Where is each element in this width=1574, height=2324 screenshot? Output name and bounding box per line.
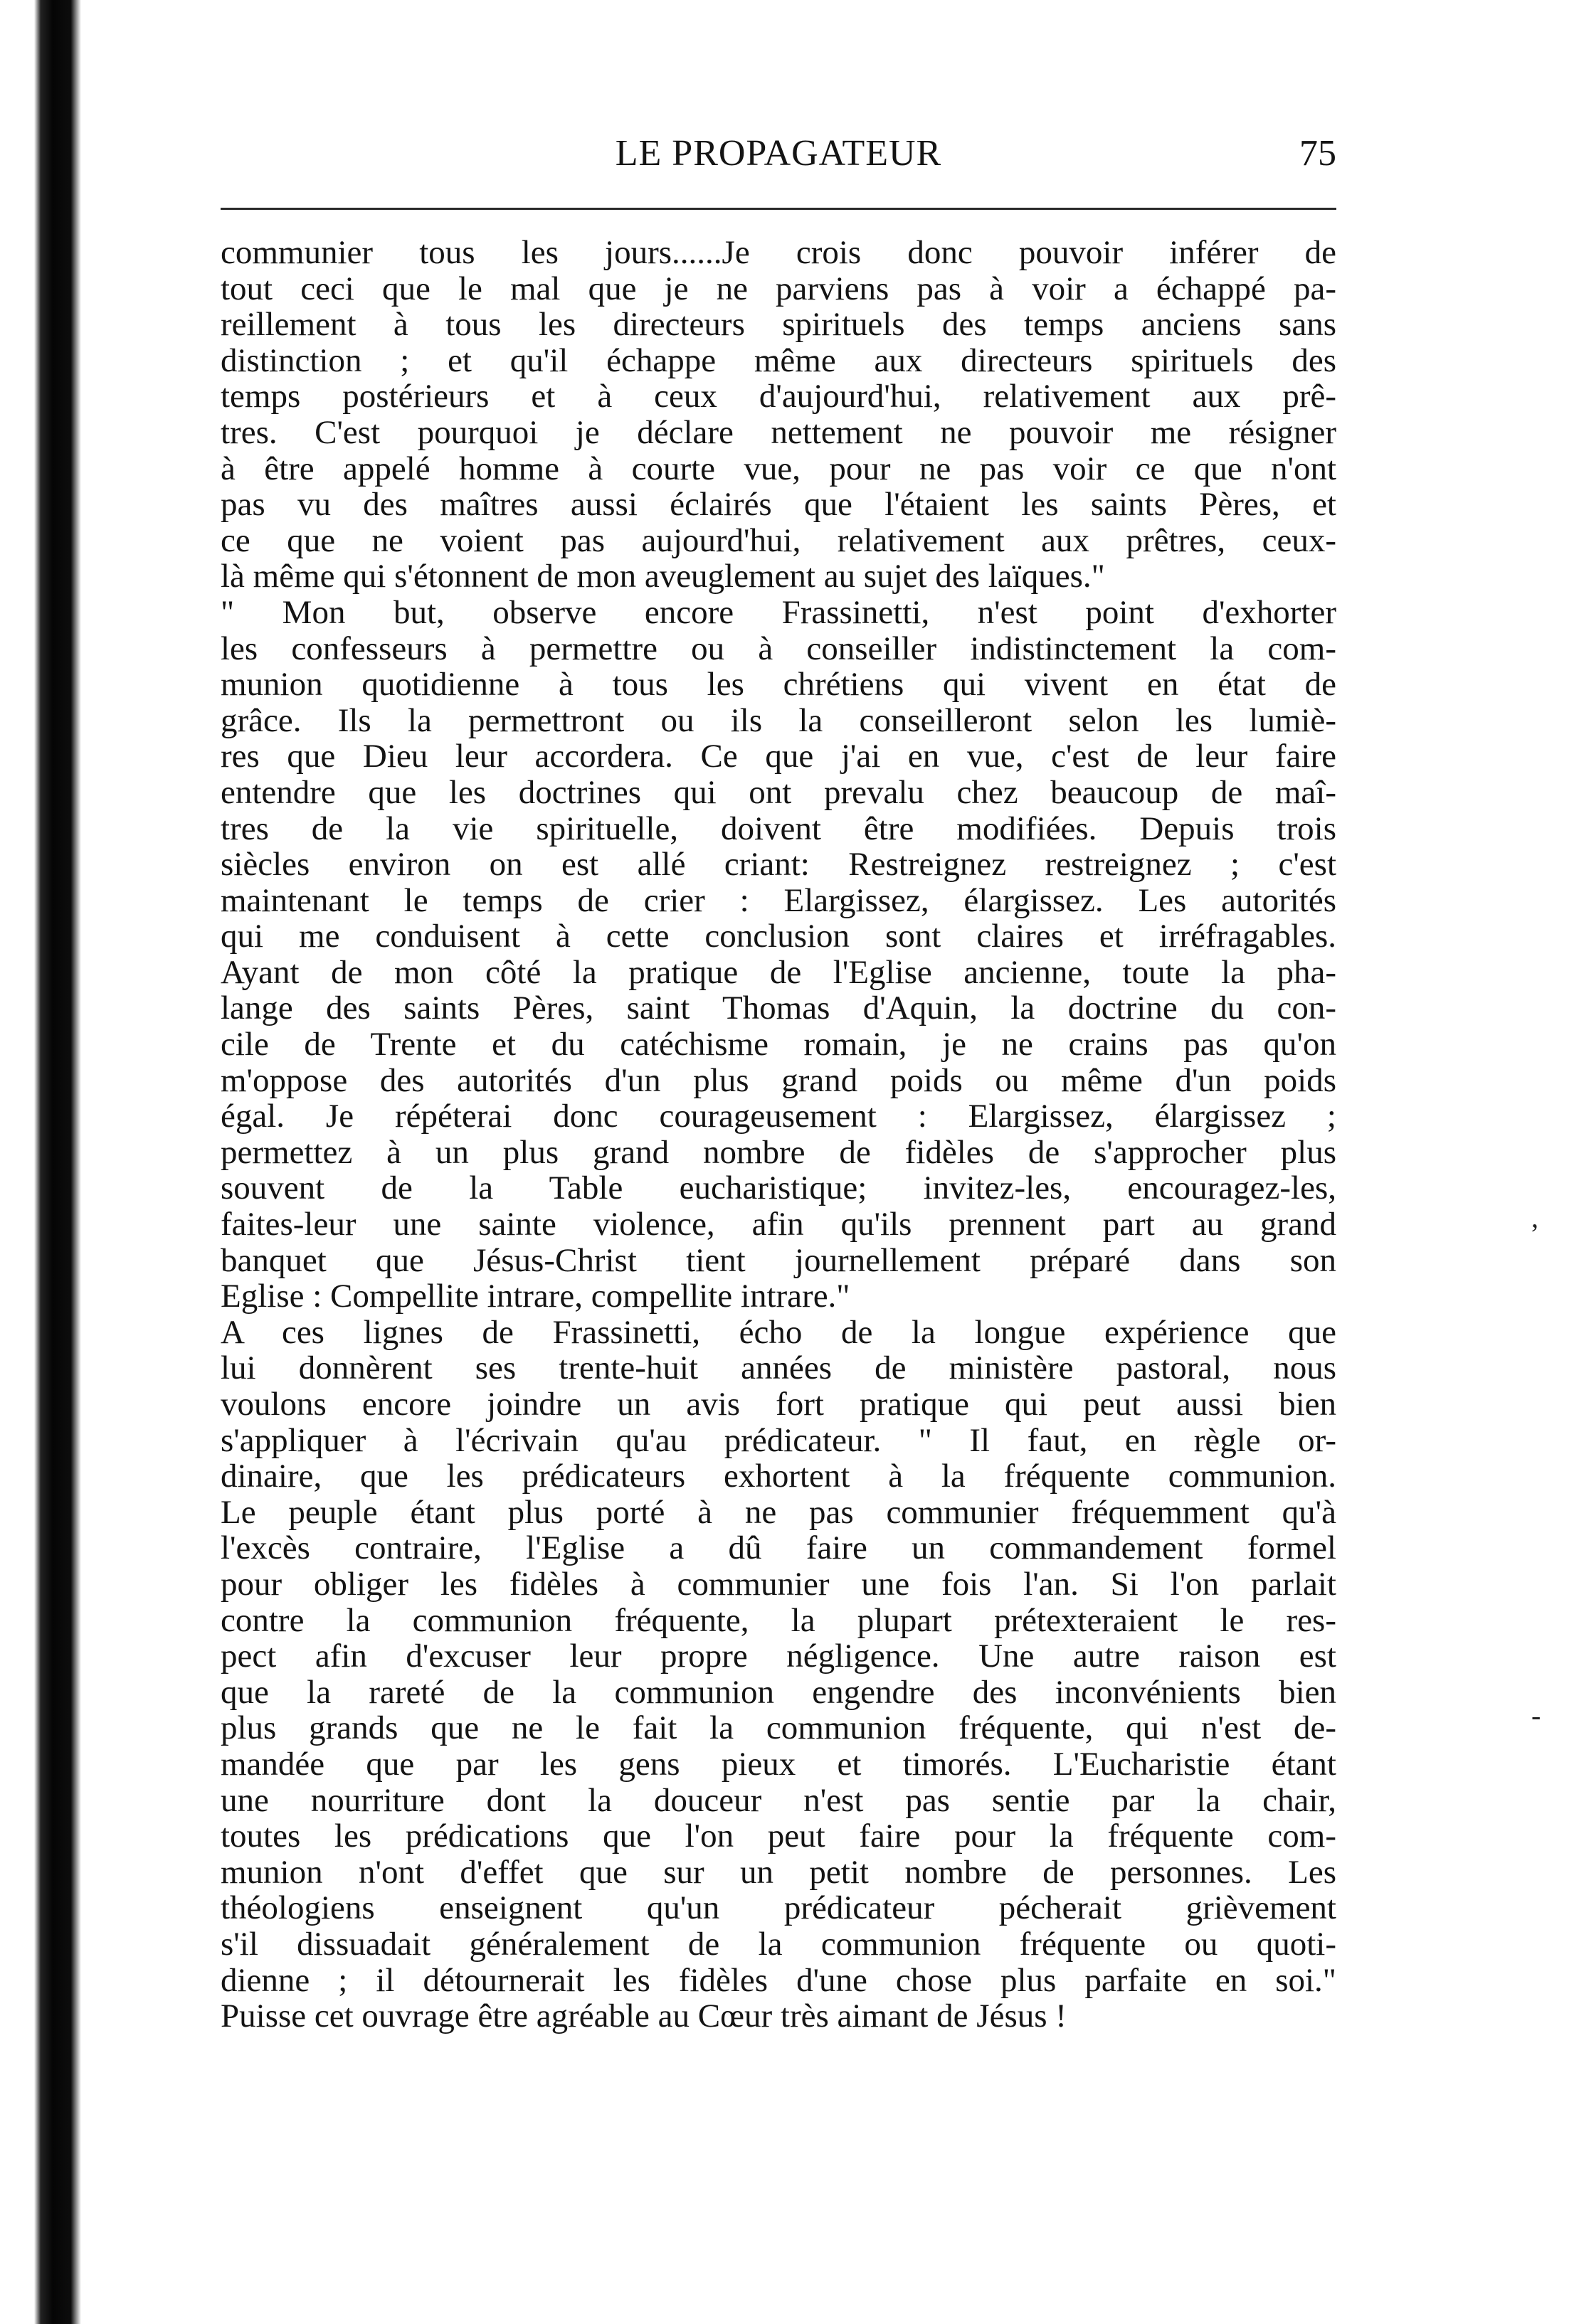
text-line: m'oppose des autorités d'un plus grand poids ou même d'un poids (221, 1062, 1336, 1099)
text-line: les confesseurs à permettre ou à conseiller indistinctement la com- (221, 630, 1336, 667)
text-line: pect afin d'excuser leur propre négligence. Une autre raison est (221, 1638, 1336, 1675)
text-line: lange des saints Pères, saint Thomas d'Aquin, la doctrine du con- (221, 990, 1336, 1027)
text-line: permettez à un plus grand nombre de fidèles de s'approcher plus (221, 1134, 1336, 1171)
text-line: ce que ne voient pas aujourd'hui, relativement aux prêtres, ceux- (221, 522, 1336, 559)
text-line: que la rareté de la communion engendre des inconvénients bien (221, 1674, 1336, 1711)
text-line: mandée que par les gens pieux et timorés. L'Eucharistie étant (221, 1746, 1336, 1783)
text-line: s'il dissuadait généralement de la communion fréquente ou quoti- (221, 1926, 1336, 1963)
text-line: Puisse cet ouvrage être agréable au Cœur très aimant de Jésus ! (221, 1998, 1067, 2034)
text-line: plus grands que ne le fait la communion fréquente, qui n'est de- (221, 1710, 1336, 1746)
text-line: toutes les prédications que l'on peut faire pour la fréquente com- (221, 1818, 1336, 1855)
text-line: souvent de la Table eucharistique; invitez-les, encouragez-les, (221, 1170, 1336, 1207)
text-line: l'excès contraire, l'Eglise a dû faire un commandement formel (221, 1530, 1336, 1566)
text-line: dienne ; il détournerait les fidèles d'une chose plus parfaite en soi." (221, 1962, 1336, 1999)
text-line: entendre que les doctrines qui ont prevalu chez beaucoup de maî- (221, 774, 1336, 811)
text-line: une nourriture dont la douceur n'est pas sentie par la chair, (221, 1782, 1336, 1819)
text-line: siècles environ on est allé criant: Restreignez restreignez ; c'est (221, 847, 1336, 883)
text-line: théologiens enseignent qu'un prédicateur pécherait grièvement (221, 1890, 1336, 1926)
text-line: dinaire, que les prédicateurs exhortent à la fréquente communion. (221, 1458, 1336, 1495)
header-rule (221, 208, 1336, 210)
text-line: pas vu des maîtres aussi éclairés que l'étaient les saints Pères, et (221, 487, 1336, 523)
text-line: égal. Je répéterai donc courageusement : Elargissez, élargissez ; (221, 1098, 1336, 1135)
text-line: là même qui s'étonnent de mon aveuglement au sujet des laïques." (221, 558, 1105, 595)
text-line: cile de Trente et du catéchisme romain, je ne crains pas qu'on (221, 1026, 1336, 1063)
page-number: 75 (1299, 133, 1336, 174)
text-line: munion n'ont d'effet que sur un petit nombre de personnes. Les (221, 1854, 1336, 1891)
text-line: " Mon but, observe encore Frassinetti, n'est point d'exhorter (221, 594, 1336, 631)
text-line: Eglise : Compellite intrare, compellite intrare." (221, 1278, 850, 1315)
margin-mark: , (1531, 1201, 1538, 1233)
text-line: Le peuple étant plus porté à ne pas communier fréquemment qu'à (221, 1494, 1336, 1531)
text-line: tout ceci que le mal que je ne parviens pas à voir a échappé pa- (221, 270, 1336, 307)
text-line: faites-leur une sainte violence, afin qu'ils prennent part au grand (221, 1206, 1336, 1243)
text-line: A ces lignes de Frassinetti, écho de la longue expérience que (221, 1314, 1336, 1351)
page-header (221, 127, 1336, 184)
text-line: munion quotidienne à tous les chrétiens qui vivent en état de (221, 667, 1336, 703)
body-text (221, 235, 1336, 2034)
text-line: res que Dieu leur accordera. Ce que j'ai en vue, c'est de leur faire (221, 738, 1336, 775)
text-line: tres de la vie spirituelle, doivent être modifiées. Depuis trois (221, 810, 1336, 847)
text-line: grâce. Ils la permettront ou ils la conseilleront selon les lumiè- (221, 702, 1336, 739)
text-line: distinction ; et qu'il échappe même aux directeurs spirituels des (221, 342, 1336, 379)
text-line: qui me conduisent à cette conclusion sont claires et irréfragables. (221, 918, 1336, 955)
text-line: voulons encore joindre un avis fort pratique qui peut aussi bien (221, 1386, 1336, 1423)
text-line: reillement à tous les directeurs spirituels des temps anciens sans (221, 307, 1336, 343)
text-line: banquet que Jésus-Christ tient journellement préparé dans son (221, 1242, 1336, 1279)
text-line: s'appliquer à l'écrivain qu'au prédicateur. " Il faut, en règle or- (221, 1422, 1336, 1459)
text-line: pour obliger les fidèles à communier une fois l'an. Si l'on parlait (221, 1566, 1336, 1603)
text-line: maintenant le temps de crier : Elargissez, élargissez. Les autorités (221, 882, 1336, 919)
running-title: LE PROPAGATEUR (615, 133, 942, 174)
text-line: lui donnèrent ses trente-huit années de ministère pastoral, nous (221, 1350, 1336, 1386)
margin-mark: - (1531, 1699, 1541, 1731)
text-line: temps postérieurs et à ceux d'aujourd'hui, relativement aux prê- (221, 378, 1336, 415)
binding-edge (34, 0, 81, 2324)
text-line: Ayant de mon côté la pratique de l'Eglise ancienne, toute la pha- (221, 954, 1336, 991)
text-line: contre la communion fréquente, la plupart prétexteraient le res- (221, 1602, 1336, 1639)
text-line: à être appelé homme à courte vue, pour ne pas voir ce que n'ont (221, 450, 1336, 487)
text-line: communier tous les jours......Je crois donc pouvoir inférer de (221, 235, 1336, 271)
text-line: tres. C'est pourquoi je déclare nettement ne pouvoir me résigner (221, 414, 1336, 451)
